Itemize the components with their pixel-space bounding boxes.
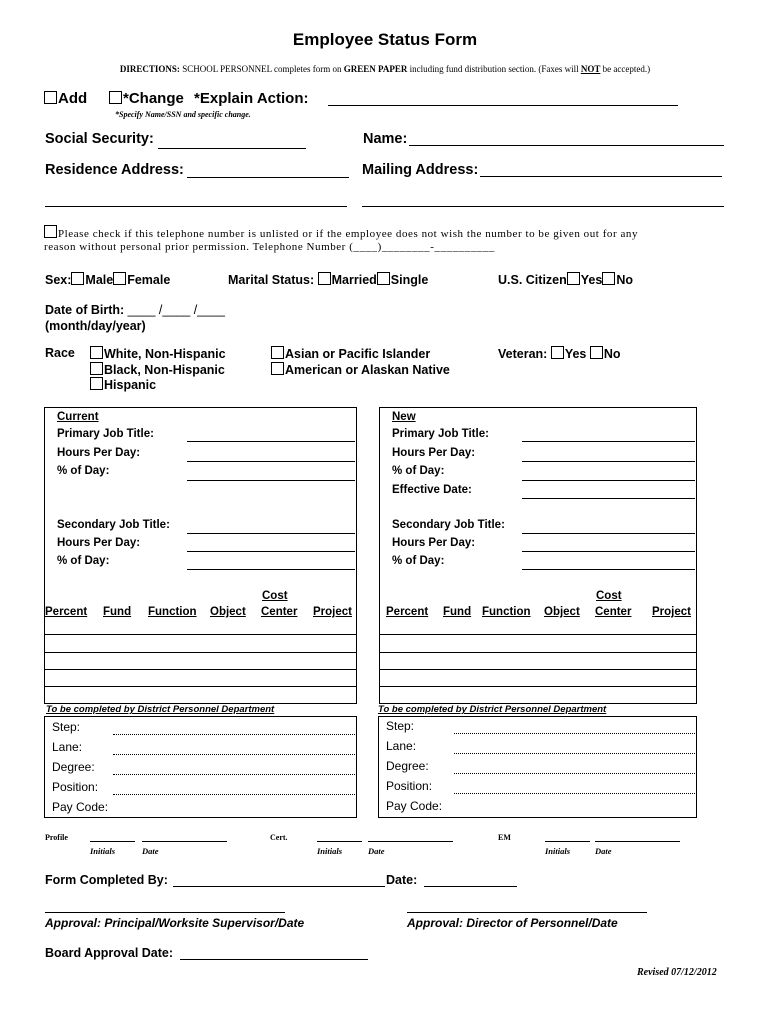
step-label-left: Step: (52, 720, 81, 734)
dob-field[interactable]: ____ /____ /____ (127, 303, 225, 317)
residence-field-2[interactable] (45, 206, 347, 207)
current-function-header: Function (148, 606, 197, 618)
name-label: Name: (363, 131, 408, 147)
new-fund-header: Fund (443, 606, 472, 618)
veteran-group (498, 346, 621, 361)
marital-group (228, 272, 428, 287)
name-field[interactable] (409, 145, 724, 146)
lane-field-left[interactable] (113, 754, 355, 755)
add-checkbox[interactable] (44, 91, 57, 104)
action-change (109, 90, 308, 107)
profile-initials-field[interactable] (90, 841, 135, 842)
phone-line-2: reason without personal prior permission. Telephone Number (____)________-__________ (44, 241, 495, 253)
page-title: Employee Status Form (292, 30, 478, 49)
race-hispanic-checkbox[interactable] (90, 377, 103, 390)
single-label: Single (390, 273, 429, 287)
change-checkbox[interactable] (109, 91, 122, 104)
race-option-1 (90, 346, 226, 361)
dob-format: (month/day/year) (45, 319, 146, 333)
sex-label: Sex: (45, 273, 72, 287)
male-checkbox[interactable] (71, 272, 84, 285)
race-option-2 (90, 362, 225, 377)
female-checkbox[interactable] (113, 272, 126, 285)
current-center-header: Center (261, 606, 298, 618)
residence-field[interactable] (187, 177, 349, 178)
new-hours2-label: Hours Per Day: (392, 537, 476, 549)
race-native-checkbox[interactable] (271, 362, 284, 375)
dob-row (45, 303, 225, 317)
new-fund-row-2[interactable] (379, 652, 697, 653)
sex-group (45, 272, 170, 287)
current-fund-row-2[interactable] (44, 652, 357, 653)
current-primary-label: Primary Job Title: (57, 428, 154, 440)
current-heading: Current (57, 411, 99, 423)
cert-label: Cert. (270, 833, 288, 842)
citizen-yes-checkbox[interactable] (567, 272, 580, 285)
new-hours-label: Hours Per Day: (392, 447, 476, 459)
single-checkbox[interactable] (377, 272, 390, 285)
residence-label: Residence Address: (45, 162, 184, 178)
directions-not: NOT (580, 64, 601, 74)
profile-date-field[interactable] (142, 841, 227, 842)
degree-field-left[interactable] (113, 774, 355, 775)
current-pct2-label: % of Day: (57, 555, 110, 567)
district-heading-right: To be completed by District Personnel Department (378, 704, 607, 715)
action-add (44, 90, 87, 107)
em-date-field[interactable] (595, 841, 680, 842)
ssn-field[interactable] (158, 148, 306, 149)
phone-line-1 (44, 225, 638, 240)
new-project-header: Project (652, 606, 691, 618)
citizen-yes-label: Yes (580, 273, 603, 287)
current-hours2-label: Hours Per Day: (57, 537, 141, 549)
directions-text-2: including fund distribution section. (Faxes will (409, 64, 579, 74)
specify-note: *Specify Name/SSN and specific change. (115, 110, 251, 119)
race-black-label: Black, Non-Hispanic (104, 363, 225, 377)
profile-initials-caption: Initials (90, 846, 116, 856)
new-effective-field[interactable] (522, 498, 695, 499)
new-function-header: Function (482, 606, 531, 618)
position-field-right[interactable] (454, 793, 695, 794)
race-asian-checkbox[interactable] (271, 346, 284, 359)
citizen-group (498, 272, 633, 287)
current-percent-header: Percent (45, 606, 88, 618)
race-native-label: American or Alaskan Native (285, 363, 450, 377)
new-secondary-field[interactable] (522, 533, 695, 534)
current-pct-field[interactable] (187, 480, 355, 481)
race-option-3 (90, 377, 156, 392)
approval-principal-field[interactable] (45, 912, 285, 913)
race-option-4 (271, 346, 430, 361)
mailing-field[interactable] (480, 176, 722, 177)
ssn-label: Social Security: (45, 131, 154, 147)
race-asian-label: Asian or Pacific Islander (285, 347, 431, 361)
approval-principal-label: Approval: Principal/Worksite Supervisor/Date (45, 916, 305, 930)
degree-label-left: Degree: (52, 760, 95, 774)
paycode-label-right: Pay Code: (386, 799, 443, 813)
current-fund-row-4[interactable] (44, 686, 357, 687)
mailing-label: Mailing Address: (362, 162, 479, 178)
citizen-no-label: No (616, 273, 633, 287)
new-percent-header: Percent (386, 606, 429, 618)
citizen-label: U.S. Citizen (498, 273, 567, 287)
new-secondary-label: Secondary Job Title: (392, 519, 505, 531)
new-fund-row-4[interactable] (379, 686, 697, 687)
current-project-header: Project (313, 606, 352, 618)
step-label-right: Step: (386, 719, 415, 733)
current-secondary-field[interactable] (187, 533, 355, 534)
explain-action-label: *Explain Action: (194, 90, 309, 107)
cert-initials-caption: Initials (317, 846, 343, 856)
em-date-caption: Date (595, 846, 612, 856)
current-primary-field[interactable] (187, 441, 355, 442)
revised-date: Revised 07/12/2012 (637, 967, 717, 978)
new-primary-label: Primary Job Title: (392, 428, 489, 440)
veteran-yes-label: Yes (564, 347, 587, 361)
district-heading-left: To be completed by District Personnel Department (46, 704, 275, 715)
position-label-left: Position: (52, 780, 99, 794)
profile-label: Profile (45, 833, 68, 842)
veteran-no-checkbox[interactable] (590, 346, 603, 359)
position-label-right: Position: (386, 779, 433, 793)
race-white-checkbox[interactable] (90, 346, 103, 359)
profile-date-caption: Date (142, 846, 159, 856)
lane-label-right: Lane: (386, 739, 417, 753)
directions (0, 64, 770, 74)
new-pct-label: % of Day: (392, 465, 445, 477)
cert-date-caption: Date (368, 846, 385, 856)
unlisted-checkbox[interactable] (44, 225, 57, 238)
directions-label: DIRECTIONS: (119, 64, 180, 74)
current-fund-row-1[interactable] (44, 634, 357, 635)
paycode-label-left: Pay Code: (52, 800, 109, 814)
change-label: *Change (123, 90, 184, 107)
phone-text-1: Please check if this telephone number is unlisted or if the employee does not wish the number to be given out for any (58, 228, 639, 240)
race-black-checkbox[interactable] (90, 362, 103, 375)
race-label: Race (45, 346, 75, 360)
current-secondary-label: Secondary Job Title: (57, 519, 170, 531)
married-checkbox[interactable] (318, 272, 331, 285)
approval-director-field[interactable] (407, 912, 647, 913)
directions-text-3: be accepted.) (602, 64, 651, 74)
new-hours2-field[interactable] (522, 551, 695, 552)
veteran-label: Veteran: (498, 347, 548, 361)
veteran-no-label: No (603, 347, 621, 361)
female-label: Female (127, 273, 171, 287)
directions-green-paper: GREEN PAPER (343, 64, 408, 74)
current-hours-field[interactable] (187, 461, 355, 462)
citizen-no-checkbox[interactable] (602, 272, 615, 285)
new-hours-field[interactable] (522, 461, 695, 462)
married-label: Married (331, 273, 377, 287)
current-hours-label: Hours Per Day: (57, 447, 141, 459)
explain-action-field[interactable] (328, 105, 678, 106)
new-pct-field[interactable] (522, 480, 695, 481)
male-label: Male (85, 273, 114, 287)
race-option-5 (271, 362, 450, 377)
completed-by-label: Form Completed By: (45, 873, 168, 887)
completed-by-field[interactable] (173, 886, 385, 887)
lane-label-left: Lane: (52, 740, 83, 754)
completed-date-field[interactable] (424, 886, 517, 887)
board-approval-field[interactable] (180, 959, 368, 960)
cert-date-field[interactable] (368, 841, 453, 842)
race-white-label: White, Non-Hispanic (104, 347, 226, 361)
current-fund-row-3[interactable] (44, 669, 357, 670)
new-pct2-field[interactable] (522, 569, 695, 570)
directions-text-1: SCHOOL PERSONNEL completes form on (182, 64, 342, 74)
board-approval-label: Board Approval Date: (45, 946, 174, 960)
step-field-left[interactable] (113, 734, 355, 735)
new-cost-header: Cost (596, 590, 622, 602)
current-object-header: Object (210, 606, 246, 618)
approval-director-label: Approval: Director of Personnel/Date (407, 916, 618, 930)
step-field-right[interactable] (454, 733, 695, 734)
current-hours2-field[interactable] (187, 551, 355, 552)
race-hispanic-label: Hispanic (104, 378, 157, 392)
current-fund-header: Fund (103, 606, 132, 618)
current-pct-label: % of Day: (57, 465, 110, 477)
new-object-header: Object (544, 606, 580, 618)
degree-field-right[interactable] (454, 773, 695, 774)
em-initials-caption: Initials (545, 846, 571, 856)
marital-label: Marital Status: (228, 273, 315, 287)
cert-initials-field[interactable] (317, 841, 362, 842)
em-label: EM (498, 833, 511, 842)
veteran-yes-checkbox[interactable] (551, 346, 564, 359)
new-fund-row-3[interactable] (379, 669, 697, 670)
position-field-left[interactable] (113, 794, 355, 795)
new-pct2-label: % of Day: (392, 555, 445, 567)
new-fund-row-1[interactable] (379, 634, 697, 635)
new-primary-field[interactable] (522, 441, 695, 442)
mailing-field-2[interactable] (362, 206, 724, 207)
new-center-header: Center (595, 606, 632, 618)
em-initials-field[interactable] (545, 841, 590, 842)
new-effective-label: Effective Date: (392, 484, 472, 496)
degree-label-right: Degree: (386, 759, 429, 773)
current-cost-header: Cost (262, 590, 288, 602)
add-label: Add (58, 90, 88, 107)
completed-date-label: Date: (386, 873, 418, 887)
current-pct2-field[interactable] (187, 569, 355, 570)
new-heading: New (392, 411, 416, 423)
dob-label: Date of Birth: (45, 303, 125, 317)
lane-field-right[interactable] (454, 753, 695, 754)
